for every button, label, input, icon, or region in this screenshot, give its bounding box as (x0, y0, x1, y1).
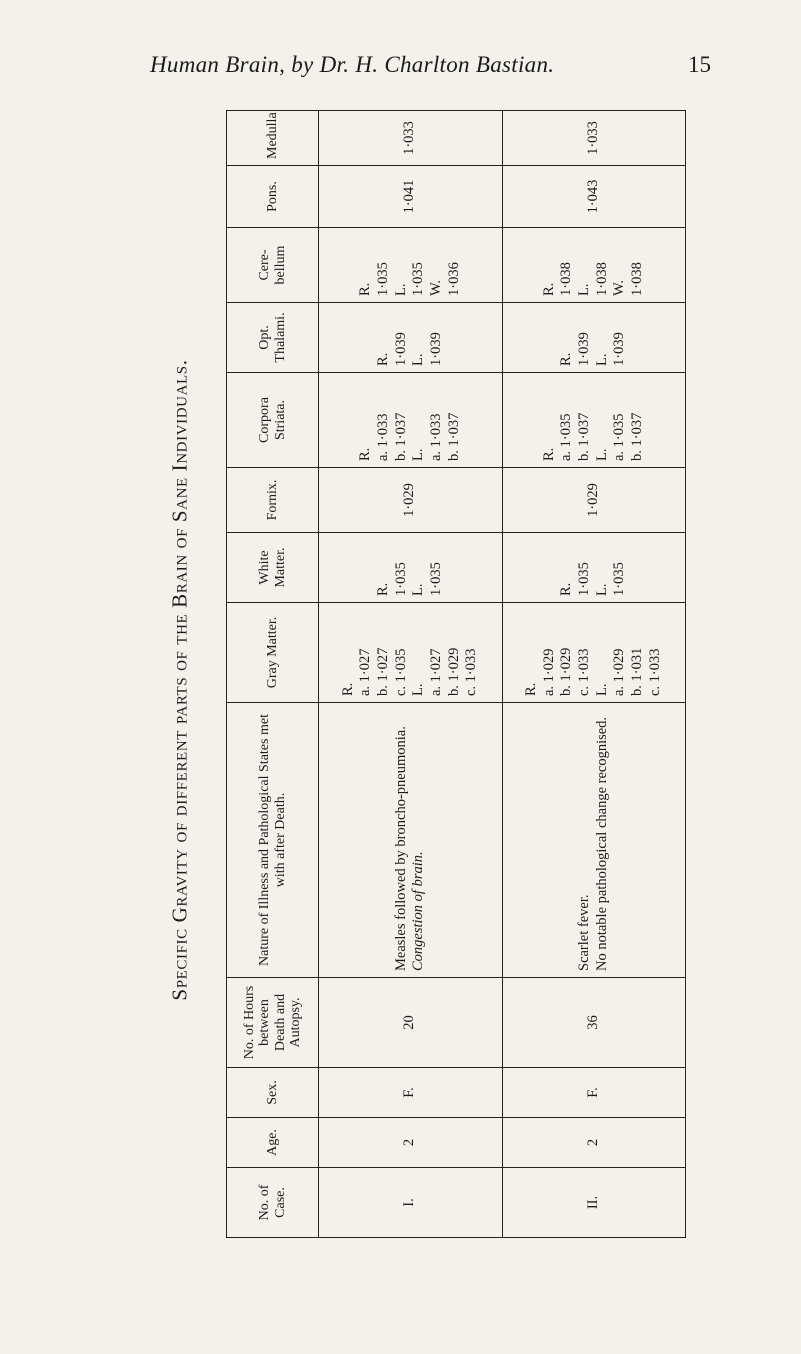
gray-matter-cell (502, 603, 686, 703)
case-number: I. (319, 1168, 503, 1238)
cerebellum-values (357, 234, 463, 296)
col-header-white: White Matter. (227, 533, 319, 603)
corpora-striata-cell (502, 373, 686, 468)
value-line: R. (374, 352, 391, 366)
value-line: c. 1·033 (463, 648, 480, 696)
value-line: a. 1·027 (357, 648, 374, 696)
value-line: 1·039 (611, 332, 628, 366)
value-line: 1·035 (576, 562, 593, 596)
col-header-sex: Sex. (227, 1068, 319, 1118)
value-line: a. 1·035 (611, 413, 628, 461)
page-number: 15 (688, 52, 711, 77)
value-line: b. 1·037 (445, 412, 462, 461)
value-line: R. (339, 682, 356, 696)
value-line: b. 1·027 (374, 647, 391, 696)
value-line: a. 1·033 (374, 413, 391, 461)
col-header-fornix: Fornix. (227, 468, 319, 533)
value-line: L. (410, 448, 427, 461)
hours-value: 20 (319, 978, 503, 1068)
col-header-pons: Pons. (227, 166, 319, 228)
age-value: 2 (319, 1118, 503, 1168)
value-line: b. 1·037 (576, 412, 593, 461)
pons-value: 1·043 (502, 166, 686, 228)
value-line: L. (392, 283, 409, 296)
sex-value: F. (502, 1068, 686, 1118)
value-line: a. 1·029 (611, 648, 628, 696)
white-values (375, 539, 446, 596)
pons-value: 1·041 (319, 166, 503, 228)
value-line: R. (540, 447, 557, 461)
hours-value: 36 (502, 978, 686, 1068)
cerebellum-cell (502, 228, 686, 303)
specific-gravity-table (226, 110, 686, 1238)
nature-note: No notable pathological change recognised. (593, 716, 610, 971)
sex-value: F. (319, 1068, 503, 1118)
nature-cell (502, 703, 686, 978)
value-line: 1·036 (445, 262, 462, 296)
value-line: b. 1·037 (629, 412, 646, 461)
corpora-values (541, 379, 647, 461)
col-header-thalami: Opt. Thalami. (227, 303, 319, 373)
gray-values (340, 609, 482, 696)
value-line: a. 1·035 (558, 413, 575, 461)
nature-cell (319, 703, 503, 978)
cerebellum-values (541, 234, 647, 296)
value-line: 1·039 (392, 332, 409, 366)
value-line: b. 1·037 (392, 412, 409, 461)
white-matter-cell (319, 533, 503, 603)
value-line: c. 1·035 (392, 648, 409, 696)
value-line: b. 1·029 (558, 647, 575, 696)
gray-matter-cell (319, 603, 503, 703)
table-heading: Specific Gravity of different parts of the Brain of Sane Individuals. (167, 359, 192, 1001)
value-line: R. (374, 582, 391, 596)
value-line: R. (558, 582, 575, 596)
age-value: 2 (502, 1118, 686, 1168)
value-line: 1·035 (392, 562, 409, 596)
col-header-age: Age. (227, 1118, 319, 1168)
col-header-hours: No. of Hours between Death and Autopsy. (227, 978, 319, 1068)
nature-line: Measles followed by broncho-pneumonia. (392, 726, 409, 971)
col-header-case: No. of Case. (227, 1168, 319, 1238)
case-number: II. (502, 1168, 686, 1238)
thalami-cell (319, 303, 503, 373)
running-title: Human Brain, by Dr. H. Charlton Bastian. (150, 52, 555, 77)
value-line: R. (357, 282, 374, 296)
value-line: 1·039 (576, 332, 593, 366)
thalami-values (558, 309, 629, 366)
value-line: W. (611, 280, 628, 296)
value-line: 1·035 (374, 262, 391, 296)
value-line: a. 1·029 (540, 648, 557, 696)
header-row (227, 111, 319, 1238)
col-header-gray: Gray Matter. (227, 603, 319, 703)
gray-values (523, 609, 665, 696)
value-line: R. (523, 682, 539, 696)
value-line: R. (540, 282, 557, 296)
col-header-corpora: Corpora Striata. (227, 373, 319, 468)
gravity-table-rotated (226, 111, 686, 1238)
value-line: 1·038 (629, 262, 646, 296)
value-line: a. 1·033 (427, 413, 444, 461)
col-header-nature: Nature of Illness and Pathological States met with after Death. (227, 703, 319, 978)
value-line: c. 1·033 (646, 648, 663, 696)
value-line: 1·035 (611, 562, 628, 596)
running-header (0, 52, 801, 92)
thalami-values (375, 309, 446, 366)
value-line: a. 1·027 (427, 648, 444, 696)
value-line: L. (593, 353, 610, 366)
value-line: W. (427, 280, 444, 296)
thalami-cell (502, 303, 686, 373)
fornix-value: 1·029 (319, 468, 503, 533)
nature-line: Scarlet fever. (576, 894, 593, 971)
table-row (502, 111, 686, 1238)
value-line: L. (410, 353, 427, 366)
value-line: c. 1·033 (576, 648, 593, 696)
table-row (319, 111, 503, 1238)
white-matter-cell (502, 533, 686, 603)
medulla-value: 1·033 (319, 111, 503, 166)
value-line: L. (576, 283, 593, 296)
corpora-values (357, 379, 463, 461)
col-header-medulla: Medulla (227, 111, 319, 166)
value-line: 1·038 (593, 262, 610, 296)
white-values (558, 539, 629, 596)
medulla-value: 1·033 (502, 111, 686, 166)
value-line: R. (558, 352, 575, 366)
value-line: R. (357, 447, 374, 461)
value-line: b. 1·031 (629, 647, 646, 696)
value-line: 1·035 (410, 262, 427, 296)
cerebellum-cell (319, 228, 503, 303)
col-header-cerebellum: Cere-bellum (227, 228, 319, 303)
value-line: 1·039 (427, 332, 444, 366)
value-line: 1·035 (427, 562, 444, 596)
nature-note: Congestion of brain. (410, 851, 427, 971)
corpora-striata-cell (319, 373, 503, 468)
value-line: b. 1·029 (445, 647, 462, 696)
value-line: L. (593, 583, 610, 596)
fornix-value: 1·029 (502, 468, 686, 533)
value-line: L. (410, 583, 427, 596)
value-line: L. (593, 683, 610, 696)
value-line: L. (593, 448, 610, 461)
value-line: L. (410, 683, 427, 696)
value-line: 1·038 (558, 262, 575, 296)
